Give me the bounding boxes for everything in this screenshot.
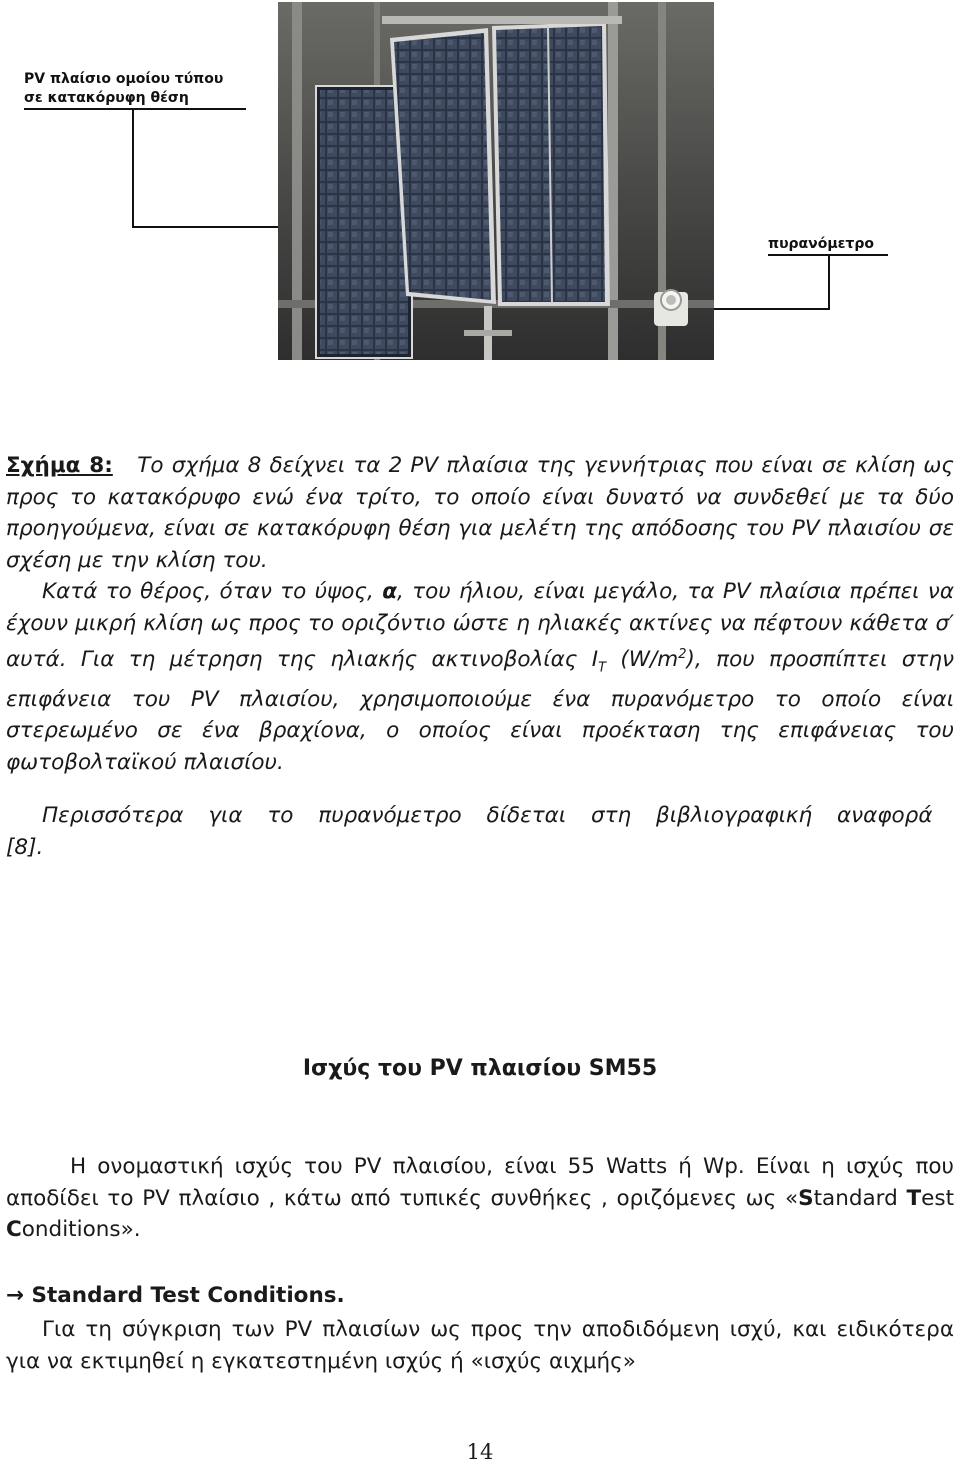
subheading-standard-test-conditions: Standard Test Conditions.: [31, 1283, 345, 1308]
callout-pyranometer: πυρανόμετρο: [768, 236, 874, 252]
figure-caption-paragraph: [6, 450, 954, 576]
solar-panel-photo-illustration: [278, 2, 714, 360]
section-text-1b: ».: [120, 1217, 141, 1242]
std-C: C: [6, 1217, 22, 1242]
figure-label: Σχήμα 8:: [6, 453, 113, 478]
caption-text-2c: (W/m: [606, 647, 679, 673]
std-est: est: [921, 1185, 954, 1211]
section-text-1a: Η ονομαστική ισχύς του PV πλαισίου, είναι 55 Watts ή Wp. Είναι η ισχύς που αποδίδει το PV πλαίσιο , κάτω από τυπικές συνθήκες , οριζόμενες ως «: [6, 1154, 954, 1211]
caption-text-2b: , του ήλιου, είναι μεγάλο, τα PV πλαίσια πρέπει να έχουν μικρή κλίση ως προς το οριζόντιο ώστε η ηλιακές ακτίνες να πέφτουν κάθετα σ′ αυτά. Για τη μέτρηση της ηλιακής ακτινοβολίας I: [6, 579, 954, 673]
subheading-line: [6, 1280, 954, 1312]
callout-pv-line-2: σε κατακόρυφη θέση: [24, 90, 189, 106]
callout-pv-underline: [24, 108, 246, 110]
caption-paragraph-2: [6, 576, 954, 778]
section-heading: Ισχύς του PV πλαισίου SM55: [302, 1056, 658, 1081]
callout-pyranometer-leader-horizontal: [700, 308, 830, 310]
page-number: 14: [466, 1440, 494, 1464]
callout-pv-leader-horizontal: [132, 226, 282, 228]
std-tandard: tandard: [813, 1185, 907, 1211]
std-S: S: [798, 1185, 814, 1211]
section-paragraph-1: [6, 1151, 954, 1246]
caption-paragraph-3: Περισσότερα για το πυρανόμετρο δίδεται στη βιβλιογραφική αναφορά [8].: [6, 803, 933, 860]
std-onditions: onditions: [21, 1217, 121, 1242]
callout-pv-module: [24, 70, 254, 108]
caption-text-1: Το σχήμα 8 δείχνει τα 2 PV πλαίσια της γεννήτριας που είναι σε κλίση ως προς το κατακόρυφο ενώ ένα τρίτο, το οποίο είναι δυνατό να συνδεθεί με τα δύο προηγούμενα, είναι σε κατακόρυφη θέση για μελέτη της απόδοσης του PV πλαισίου σε σχέση με την κλίση του.: [6, 453, 954, 573]
alpha-symbol: α: [382, 579, 397, 604]
arrow-icon: →: [6, 1283, 25, 1308]
caption-text-2d: ), που προσπίπτει στην επιφάνεια του PV πλαισίου, χρησιμοποιούμε ένα πυρανόμετρο το οποίο είναι στερεωμένο σε ένα βραχίονα, ο οποίος είναι προέκταση της επιφάνειας του φωτοβολταϊκού πλαισίου.: [6, 647, 954, 775]
superscript-2: 2: [678, 647, 687, 662]
callout-pyranometer-leader-vertical: [828, 256, 830, 310]
callout-pv-leader-vertical: [132, 110, 134, 228]
section-paragraph-2: Για τη σύγκριση των PV πλαισίων ως προς την αποδιδόμενη ισχύ, και ειδικότερα για να εκτιμηθεί η εγκατεστημένη ισχύς ή «ισχύς αιχμής»: [6, 1317, 954, 1374]
subscript-t: T: [598, 660, 607, 676]
caption-text-2a: Κατά το θέρος, όταν το ύψος,: [42, 579, 383, 604]
std-T: T: [906, 1185, 922, 1211]
callout-pv-line-1: PV πλαίσιο ομοίου τύπου: [24, 71, 224, 87]
solar-panel-photo: [278, 2, 714, 360]
